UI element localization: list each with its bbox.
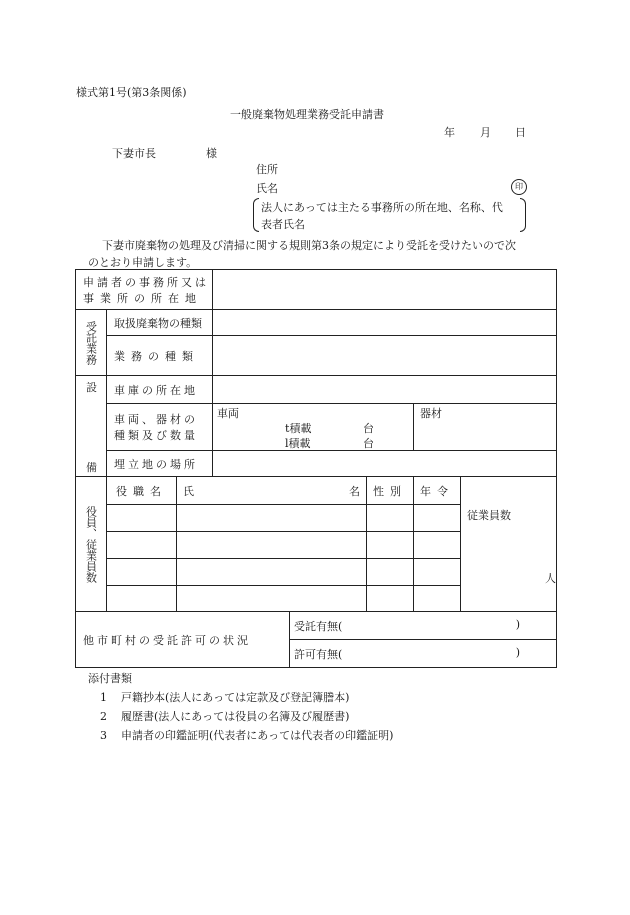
staff-age-cell[interactable] [414,559,461,586]
attachment-item: 2 履歴書(法人にあっては役員の名簿及び履歴書) [100,710,350,723]
staff-label: 役員、従業員数 [76,477,107,612]
vehicle-cell[interactable]: 車両 t積載 台 l積載 台 [213,404,414,451]
entrusted-business-label: 受託業務 [76,310,107,376]
attachments-title: 添付書類 [88,672,132,685]
address-label: 住所 [256,163,278,176]
corp-note-line2: 表者氏名 [261,218,305,231]
garage-location-label: 車庫の所在地 [107,376,213,404]
corp-note-line1: 法人にあっては主たる事務所の所在地、名称、代 [261,201,503,214]
attachment-item: 1 戸籍抄本(法人にあっては定款及び登記簿謄本) [100,691,350,704]
landfill-label: 埋立地の場所 [107,451,213,477]
garage-location-value[interactable] [213,376,557,404]
staff-position-cell[interactable] [107,505,177,532]
date-day-label: 日 [515,126,526,139]
page-title: 一般廃棄物処理業務受託申請書 [230,108,384,121]
addressee-honorific: 様 [206,147,217,160]
name-label: 氏名 [256,182,278,195]
waste-type-label: 取扱廃棄物の種類 [107,310,213,336]
equipment-label: 設 備 [76,376,107,477]
office-location-label: 申請者の事務所又は 事業所の所在地 [76,270,213,310]
business-type-label: 業務の種類 [107,336,213,376]
staff-age-cell[interactable] [414,532,461,559]
vehicle-label: 車両、器材の 種類及び数量 [107,404,213,451]
waste-type-value[interactable] [213,310,557,336]
body-text-line2: のとおり申請します。 [88,256,198,269]
seal-mark: 印 [511,179,527,195]
bracket-left [253,198,259,232]
equipment-material-cell[interactable]: 器材 [414,404,557,451]
other-city-permit-label: 他市町村の受託許可の状況 [76,612,290,668]
staff-age-cell[interactable] [414,505,461,532]
staff-position-cell[interactable] [107,559,177,586]
entrust-status-cell[interactable]: 受託有無( ) [290,612,557,640]
staff-name-cell[interactable] [177,505,367,532]
employee-count-cell[interactable]: 従業員数 人 [461,477,557,612]
staff-name-cell[interactable] [177,559,367,586]
staff-name-cell[interactable] [177,532,367,559]
staff-age-cell[interactable] [414,586,461,612]
business-type-value[interactable] [213,336,557,376]
col-gender-header: 性別 [367,477,414,505]
bracket-right [520,198,526,232]
addressee-name: 下妻市長 [112,147,156,160]
col-position-header: 役職名 [107,477,177,505]
staff-gender-cell[interactable] [367,532,414,559]
staff-position-cell[interactable] [107,586,177,612]
form-number: 様式第1号(第3条関係) [76,86,187,99]
staff-gender-cell[interactable] [367,505,414,532]
permit-status-cell[interactable]: 許可有無( ) [290,640,557,668]
office-location-value[interactable] [213,270,557,310]
application-table [75,269,557,668]
staff-position-cell[interactable] [107,532,177,559]
attachment-item: 3 申請者の印鑑証明(代表者にあっては代表者の印鑑証明) [100,729,394,742]
staff-gender-cell[interactable] [367,586,414,612]
date-month-label: 月 [480,126,491,139]
landfill-value[interactable] [213,451,557,477]
body-text-line1: 下妻市廃棄物の処理及び清掃に関する規則第3条の規定により受託を受けたいので次 [102,239,516,252]
staff-name-cell[interactable] [177,586,367,612]
date-year-label: 年 [444,126,455,139]
staff-gender-cell[interactable] [367,559,414,586]
col-name-header: 氏 名 [177,477,367,505]
col-age-header: 年令 [414,477,461,505]
